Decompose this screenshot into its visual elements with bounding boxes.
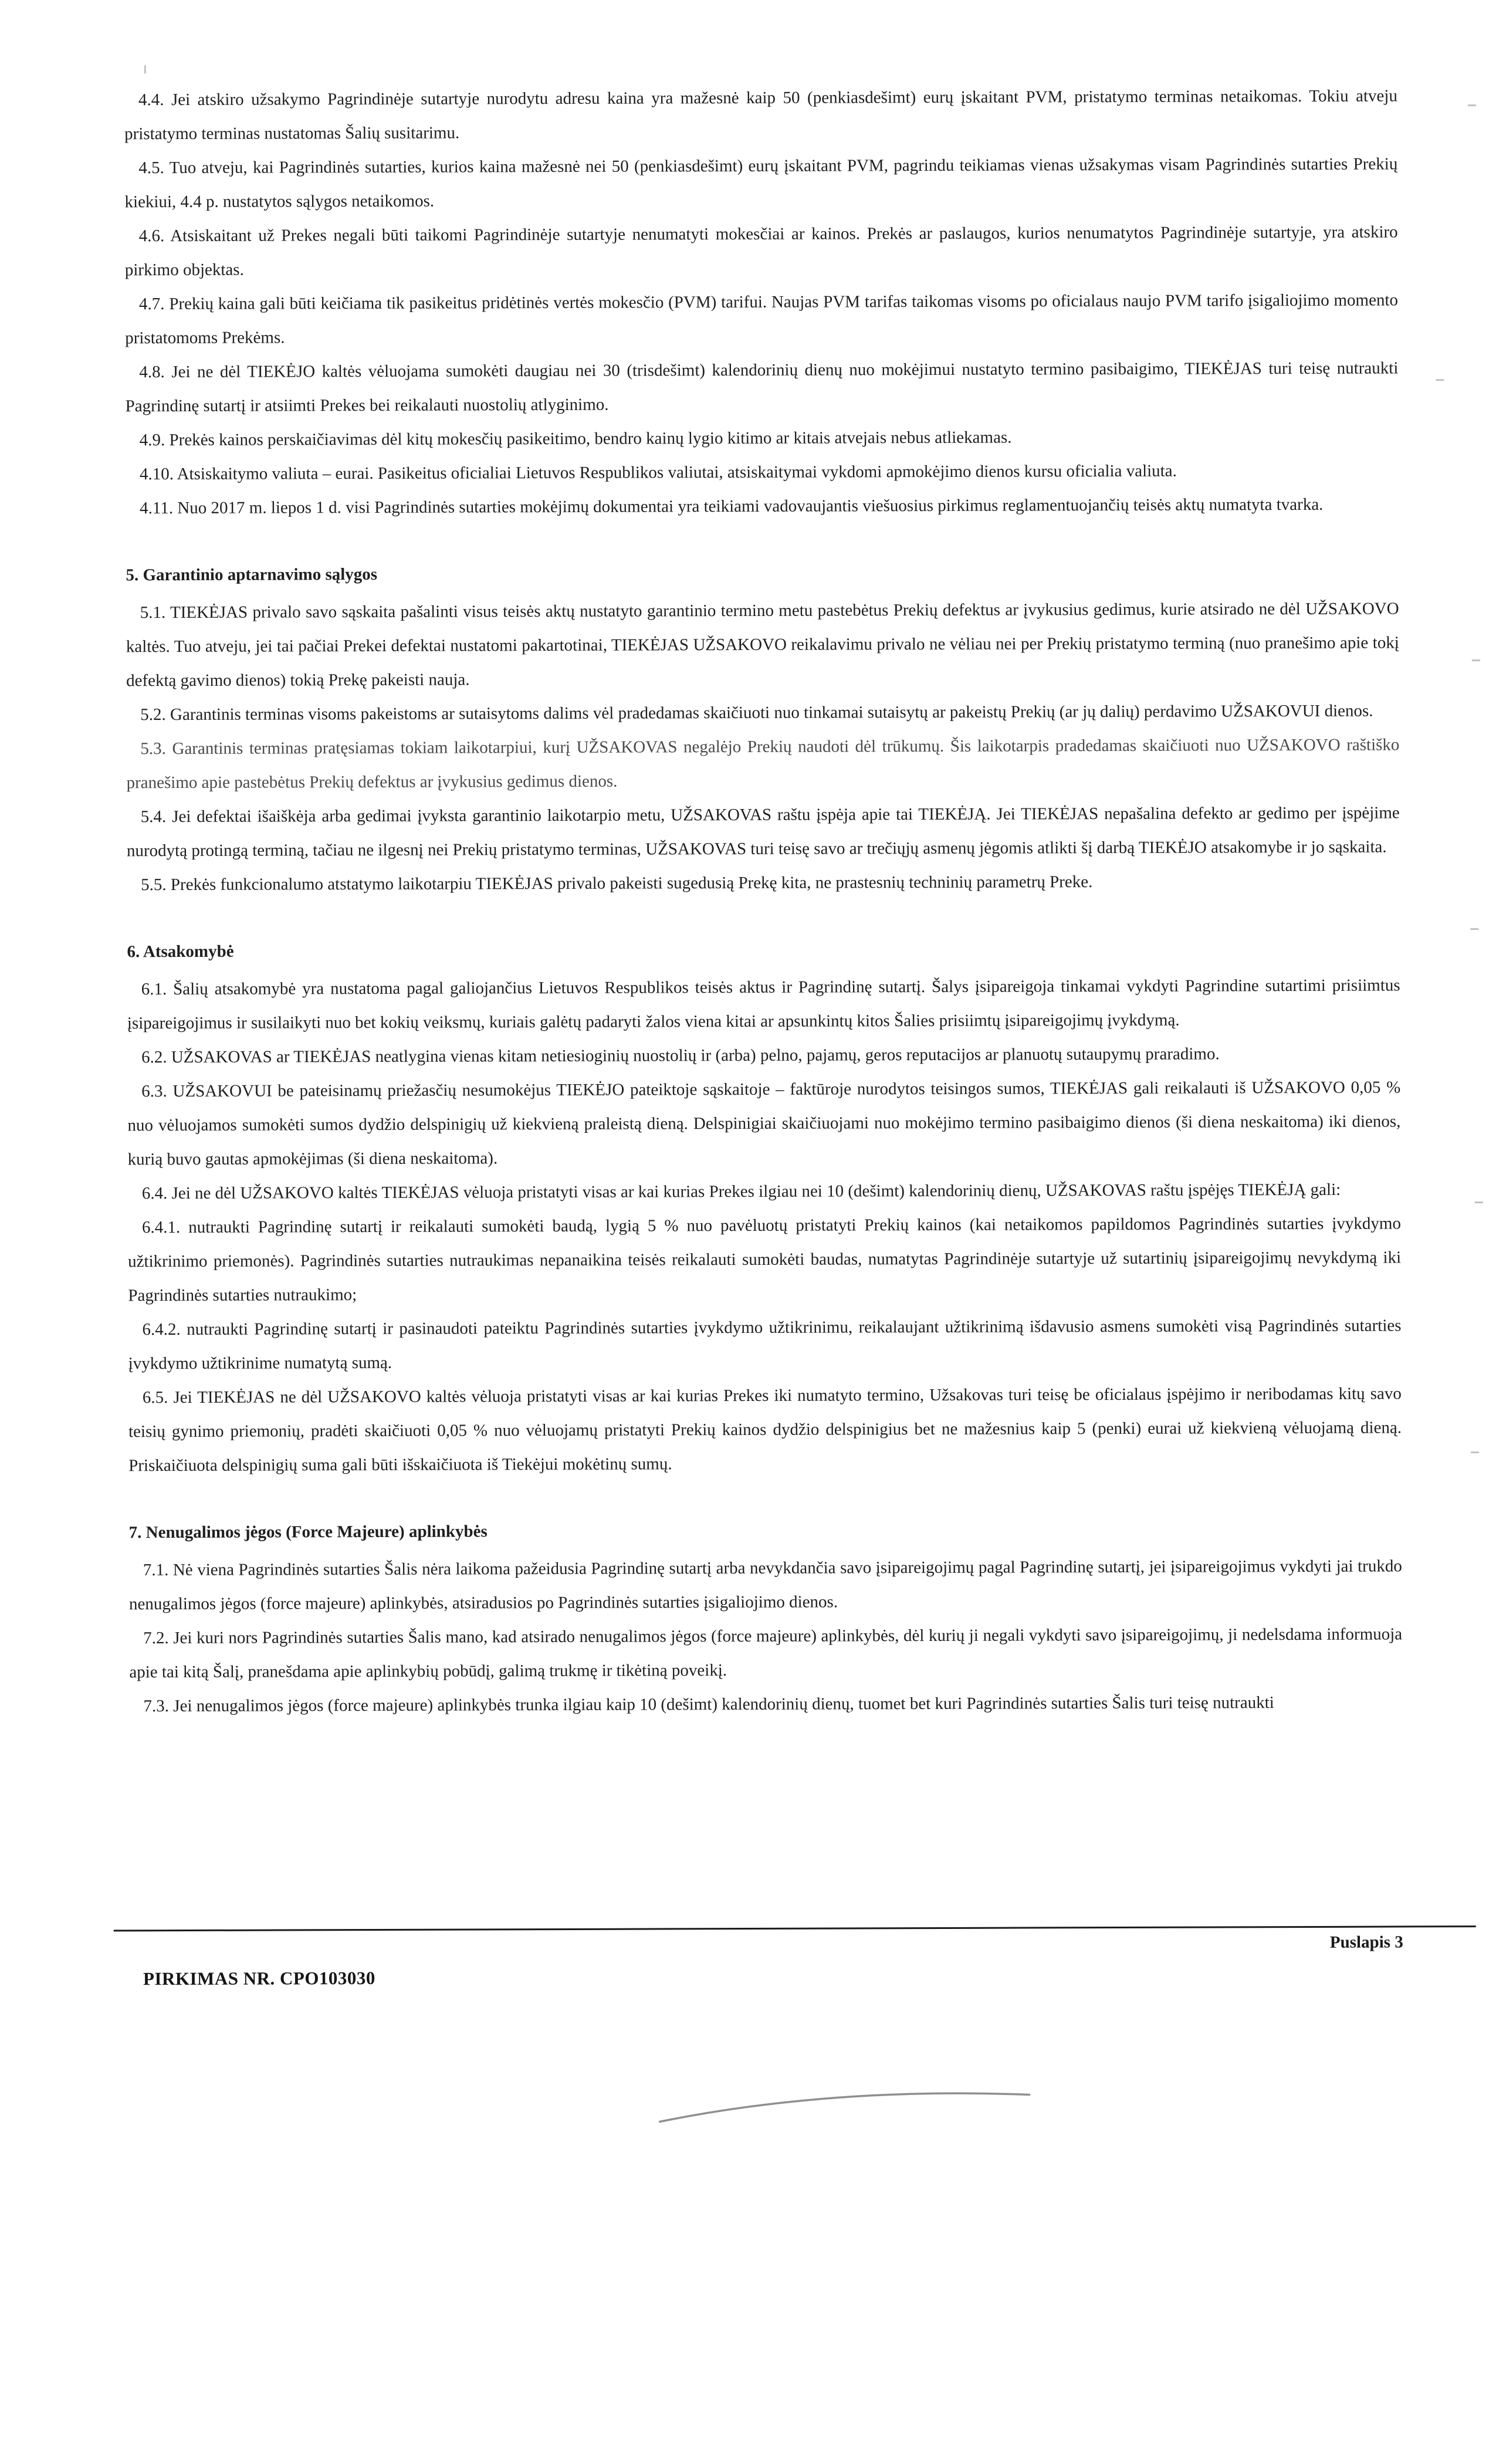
- scan-speck: [1472, 659, 1480, 661]
- scan-speck: [1468, 104, 1476, 106]
- contract-body: [124, 79, 1403, 1724]
- clause-5-1: 5.1. TIEKĖJAS privalo savo sąskaita pašalinti visus teisės aktų nustatyto garantinio termino metu pastebėtus Prekių defektus ar įvykusius gedimus, kurie atsirado ne dėl UŽSAKOVO kaltės. Tuo atveju, jei tai pačiai Prekei defektai nustatomi pakartotinai, TIEKĖJAS UŽSAKOVO reikalavimu privalo ne vėliau nei per Prekių pristatymo terminą (nuo pranešimo apie tokį defektą gavimo dienos) tokią Prekę pakeisti nauja.: [126, 599, 1399, 691]
- clause-4-4: 4.4. Jei atskiro užsakymo Pagrindinėje sutartyje nurodytu adresu kaina yra mažesnė kaip 50 (penkiasdešimt) eurų įskaitant PVM, pristatymo terminas netaikomas. Tokiu atveju pristatymo terminas nustatomas Šalių susitarimu.: [124, 86, 1397, 144]
- clause-4-8: 4.8. Jei ne dėl TIEKĖJO kaltės vėluojama sumokėti daugiau nei 30 (trisdešimt) kalendorinių dienų nuo mokėjimui nustatyto termino pasibaigimo, TIEKĖJAS turi teisę nutraukti Pagrindinę sutartį ir atsiimti Prekes bei reikalauti nuostolių atlyginimo.: [125, 358, 1399, 416]
- clause-6-2: 6.2. UŽSAKOVAS ar TIEKĖJAS neatlygina vienas kitam netiesioginių nuostolių ir (arba) pelno, pajamų, geros reputacijos ar planuotų sutaupymų praradimo.: [141, 1044, 1220, 1067]
- scan-speck: [1475, 1201, 1483, 1203]
- clause-7-1: 7.1. Nė viena Pagrindinės sutarties Šalis nėra laikoma pažeidusia Pagrindinę sutartį arba nevykdančia savo įsipareigojimų pagal Pagrindinę sutartį, jei įsipareigojimus vykdyti jai trukdo nenugalimos jėgos (force majeure) aplinkybės, atsiradusios po Pagrindinės sutarties įsigaliojimo dienos.: [128, 1556, 1402, 1614]
- clause-4-5: 4.5. Tuo atveju, kai Pagrindinės sutarties, kurios kaina mažesnė nei 50 (penkiasdešimt) eurų įskaitant PVM, pagrindu teikiamas vienas užsakymas visam Pagrindinės sutarties Prekių kiekiui, 4.4 p. nustatytos sąlygos netaikomos.: [124, 154, 1398, 212]
- clause-6-3: 6.3. UŽSAKOVUI be pateisinamų priežasčių nesumokėjus TIEKĖJO pateiktoje sąskaitoje – faktūroje nurodytos teisingos sumos, TIEKĖJAS gali reikalauti iš UŽSAKOVO 0,05 % nuo vėluojamos sumokėti sumos dydžio delspinigių už kiekvieną praleistą dieną. Delspinigiai skaičiuojami nuo mokėjimo termino pasibaigimo dienos (ši diena neskaitoma) iki dienos, kurią buvo gautas apmokėjimas (ši diena neskaitoma).: [127, 1078, 1401, 1169]
- section-heading-7: 7. Nenugalimos jėgos (Force Majeure) aplinkybės: [128, 1522, 488, 1542]
- clause-5-5: 5.5. Prekės funkcionalumo atstatymo laikotarpiu TIEKĖJAS privalo pakeisti sugedusią Prekę kita, ne prastesnių techninių parametrų Preke.: [141, 872, 1093, 895]
- scan-speck: [1471, 1451, 1479, 1453]
- clause-6-4-1: 6.4.1. nutraukti Pagrindinę sutartį ir reikalauti sumokėti baudą, lygią 5 % nuo pavėluotų pristatyti Prekių kainos (kai netaikomos papildomos Pagrindinės sutarties įvykdymo užtikrinimo priemonės). Pagrindinės sutarties nutraukimas nepanaikina teisės reikalauti sumokėti baudas, numatytas Pagrindinėje sutartyje už sutartinių įsipareigojimų nevykdymą iki Pagrindinės sutarties nutraukimo;: [128, 1214, 1402, 1305]
- clause-5-4: 5.4. Jei defektai išaiškėja arba gedimai įvyksta garantinio laikotarpio metu, UŽSAKOVAS raštu įspėja apie tai TIEKĖJĄ. Jei TIEKĖJAS nepašalina defekto ar gedimo per įspėjime nurodytą protingą terminą, tačiau ne ilgesnį nei Prekių pristatymo terminas, UŽSAKOVAS turi teisę savo ar trečiųjų asmenų jėgomis atlikti šį darbą TIEKĖJO atsakomybe ir jo sąskaita.: [126, 803, 1400, 861]
- clause-6-1: 6.1. Šalių atsakomybė yra nustatoma pagal galiojančius Lietuvos Respublikos teisės aktus ir Pagrindinę sutartį. Šalys įsipareigoja tinkamai vykdyti Pagrindine sutartimi prisiimtus įsipareigojimus ir susilaikyti nuo bet kokių veiksmų, kuriais galėtų padaryti žalos viena kitai ar apsunkintų kitos Šalies prisiimtų įsipareigojimų įvykdymą.: [127, 976, 1400, 1033]
- scan-speck: [1470, 928, 1478, 930]
- clause-6-4-2: 6.4.2. nutraukti Pagrindinę sutartį ir pasinaudoti pateiktu Pagrindinės sutarties įvykdymo užtikrinimu, reikalaujant užtikrinimą išdavusio asmens sumokėti visą Pagrindinės sutarties įvykdymo užtikrinime numatytą sumą.: [128, 1316, 1402, 1373]
- clause-5-3: 5.3. Garantinis terminas pratęsiamas tokiam laikotarpiui, kurį UŽSAKOVAS negalėjo Prekių naudoti dėl trūkumų. Šis laikotarpis pradedamas skaičiuoti nuo UŽSAKOVO raštiško pranešimo apie pastebėtus Prekių defektus ar įvykusius gedimus dienos.: [126, 735, 1400, 793]
- scan-artifact-curve: [618, 2064, 1088, 2148]
- page-number: Puslapis 3: [1329, 1932, 1403, 1952]
- document-number: PIRKIMAS NR. CPO103030: [143, 1968, 375, 1989]
- clause-7-2: 7.2. Jei kuri nors Pagrindinės sutarties Šalis mano, kad atsirado nenugalimos jėgos (force majeure) aplinkybės, dėl kurių ji negali vykdyti savo įsipareigojimų, ji nedelsdama informuoja apie tai kitą Šalį, pranešdama apie aplinkybių pobūdį, galimą trukmę ir tikėtiną poveikį.: [129, 1624, 1403, 1682]
- clause-4-7: 4.7. Prekių kaina gali būti keičiama tik pasikeitus pridėtinės vertės mokesčio (PVM) tarifui. Naujas PVM tarifas taikomas visoms po oficialaus naujo PVM tarifo įsigaliojimo momento pristatomoms Prekėms.: [125, 290, 1399, 348]
- clause-5-2: 5.2. Garantinis terminas visoms pakeistoms ar sutaisytoms dalims vėl pradedamas skaičiuoti nuo tinkamai sutaisytų ar pakeistų Prekių (ar jų dalių) perdavimo UŽSAKOVUI dienos.: [140, 701, 1373, 725]
- clause-4-11: 4.11. Nuo 2017 m. liepos 1 d. visi Pagrindinės sutarties mokėjimų dokumentai yra teikiami vadovaujantis viešuosius pirkimus reglamentuojančių teisės aktų numatyta tvarka.: [140, 495, 1324, 518]
- clause-6-5: 6.5. Jei TIEKĖJAS ne dėl UŽSAKOVO kaltės vėluoja pristatyti visas ar kai kurias Prekes iki numatyto termino, Užsakovas turi teisę be oficialaus įspėjimo ir neribodamas kitų savo teisių gynimo priemonių, pradėti skaičiuoti 0,05 % nuo vėluojamų pristatyti Prekių kainos dydžio delspinigius bet ne mažesnius kaip 5 (penki) eurai už kiekvieną vėluojamą dieną. Priskaičiuota delspinigių suma gali būti išskaičiuota iš Tiekėjui mokėtinų sumų.: [128, 1384, 1402, 1475]
- section-heading-5: 5. Garantinio aptarnavimo sąlygos: [126, 564, 378, 585]
- footer-divider: [114, 1925, 1476, 1931]
- clause-6-4: 6.4. Jei ne dėl UŽSAKOVO kaltės TIEKĖJAS vėluoja pristatyti visas ar kai kurias Prekes ilgiau nei 10 (dešimt) kalendorinių dienų, UŽSAKOVAS raštu įspėjęs TIEKĖJĄ gali:: [141, 1180, 1341, 1203]
- clause-4-6: 4.6. Atsiskaitant už Prekes negali būti taikomi Pagrindinėje sutartyje nenumatyti mokesčiai ar kainos. Prekės ar paslaugos, kurios nenumatytos Pagrindinėje sutartyje, yra atskiro pirkimo objektas.: [124, 222, 1398, 280]
- clause-4-9: 4.9. Prekės kainos perskaičiavimas dėl kitų mokesčių pasikeitimo, bendro kainų lygio kitimo ar kitais atvejais nebus atliekamas.: [139, 428, 1012, 450]
- clause-7-3: 7.3. Jei nenugalimos jėgos (force majeure) aplinkybės trunka ilgiau kaip 10 (dešimt) kalendorinių dienų, tuomet bet kuri Pagrindinės sutarties Šalis turi teisę nutraukti: [143, 1693, 1274, 1716]
- scan-speck: [1436, 379, 1444, 381]
- scan-speck: [144, 65, 146, 73]
- clause-4-10: 4.10. Atsiskaitymo valiuta – eurai. Pasikeitus oficialiai Lietuvos Respublikos valiutai, atsiskaitymai vykdomi apmokėjimo dienos kursu oficialia valiuta.: [139, 461, 1177, 484]
- section-heading-6: 6. Atsakomybė: [127, 942, 234, 962]
